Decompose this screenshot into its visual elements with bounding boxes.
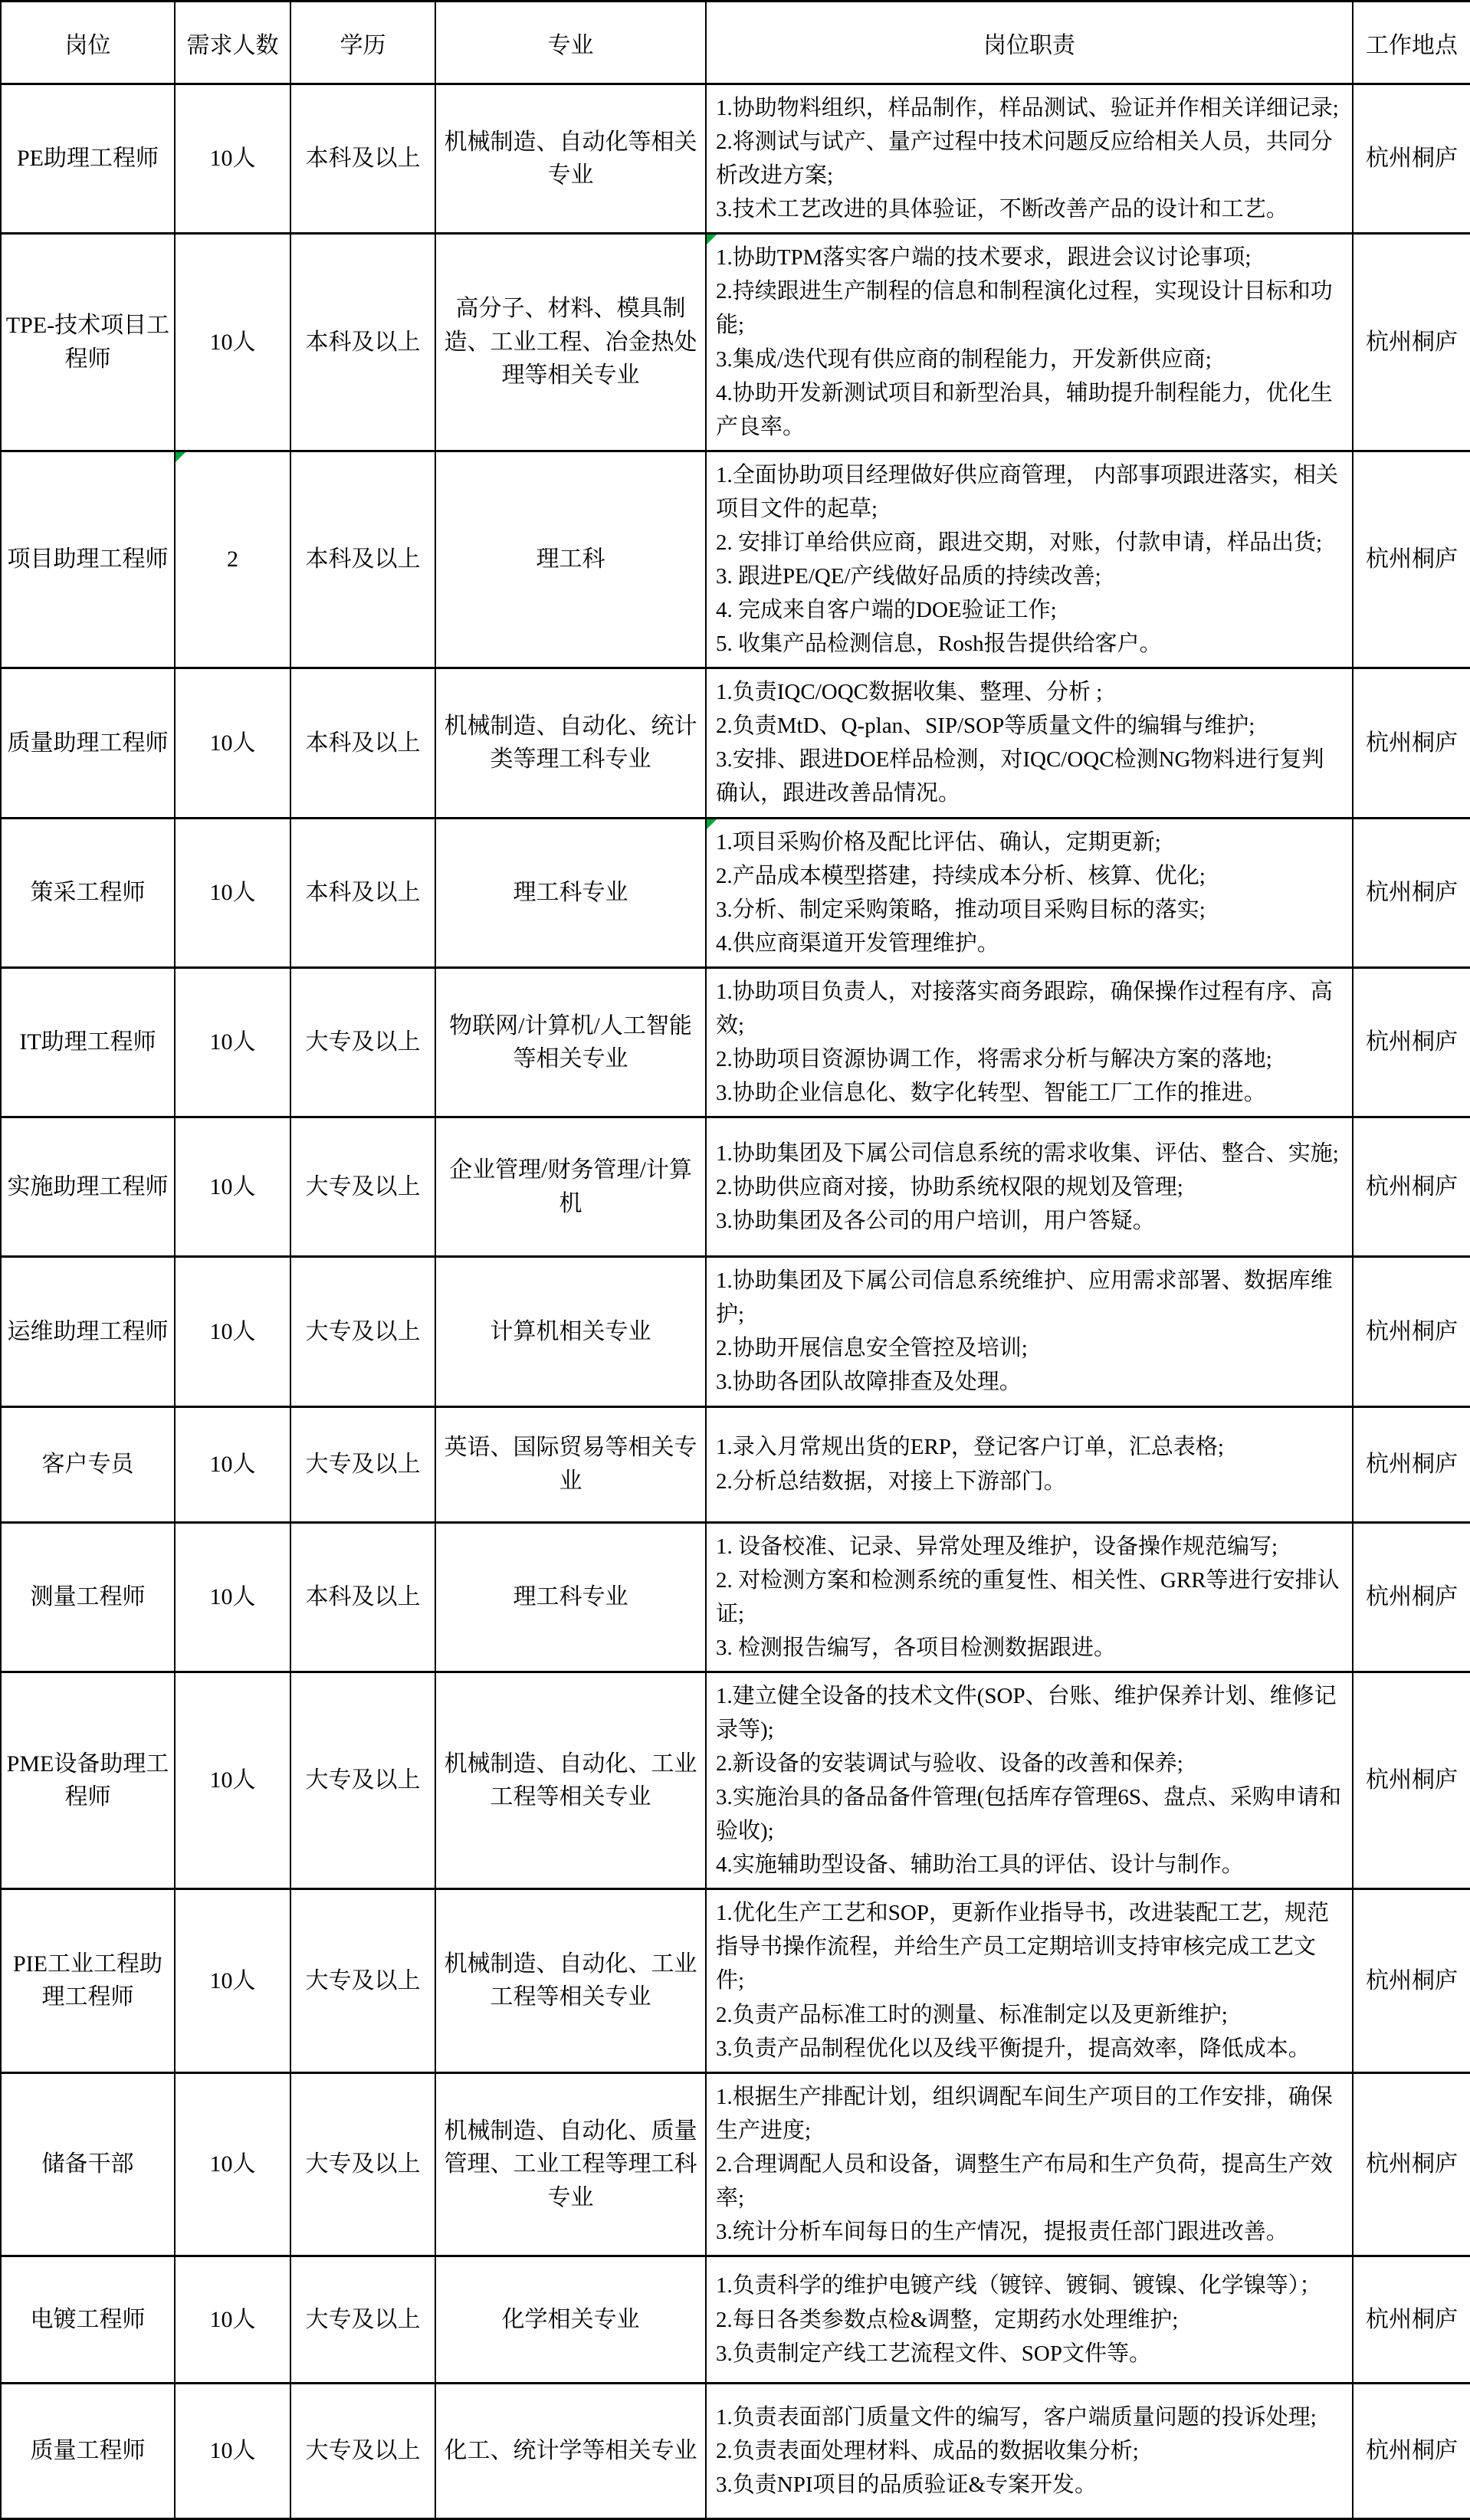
cell-location: 杭州桐庐 bbox=[1353, 1672, 1470, 1888]
cell-location: 杭州桐庐 bbox=[1353, 2256, 1470, 2384]
cell-duties bbox=[706, 1406, 1353, 1522]
job-row bbox=[1, 234, 1470, 451]
cell-position: 质量工程师 bbox=[1, 2384, 175, 2519]
duty-line: 1.项目采购价格及配比评估、确认，定期更新; bbox=[716, 829, 1161, 855]
cell-education: 本科及以上 bbox=[290, 451, 435, 668]
duty-line: 2.合理调配人员和设备，调整生产布局和生产负荷，提高生产效率; bbox=[716, 2151, 1333, 2210]
cell-major: 理工科专业 bbox=[435, 1522, 706, 1672]
duty-line: 3.统计分析车间每日的生产情况，提报责任部门跟进改善。 bbox=[716, 2219, 1288, 2244]
column-header-location: 工作地点 bbox=[1353, 2, 1470, 84]
cell-major: 机械制造、自动化、工业工程等相关专业 bbox=[435, 1889, 706, 2072]
cell-duties bbox=[706, 1672, 1353, 1888]
duty-line: 2.将测试与试产、量产过程中技术问题反应给相关人员，共同分析改进方案; bbox=[716, 130, 1333, 189]
cell-count: 10人 bbox=[175, 1257, 290, 1406]
cell-education: 本科及以上 bbox=[290, 234, 435, 451]
cell-location: 杭州桐庐 bbox=[1353, 2384, 1470, 2519]
cell-education: 大专及以上 bbox=[290, 2256, 435, 2384]
job-row bbox=[1, 451, 1470, 668]
cell-education: 本科及以上 bbox=[290, 818, 435, 967]
cell-count: 2 bbox=[175, 451, 290, 668]
cell-position: TPE-技术项目工程师 bbox=[1, 234, 175, 451]
duty-line: 5. 收集产品检测信息，Rosh报告提供给客户。 bbox=[716, 632, 1162, 657]
duty-line: 2.协助供应商对接，协助系统权限的规划及管理; bbox=[716, 1174, 1183, 1199]
column-header-duties: 岗位职责 bbox=[706, 2, 1353, 84]
duty-line: 3.集成/迭代现有供应商的制程能力，开发新供应商; bbox=[716, 346, 1212, 372]
cell-position: 运维助理工程师 bbox=[1, 1257, 175, 1406]
cell-education: 本科及以上 bbox=[290, 668, 435, 818]
cell-position: 客户专员 bbox=[1, 1406, 175, 1522]
duty-line: 3.协助企业信息化、数字化转型、智能工厂工作的推进。 bbox=[716, 1081, 1266, 1106]
job-row bbox=[1, 2072, 1470, 2256]
cell-major: 机械制造、自动化、统计类等理工科专业 bbox=[435, 668, 706, 818]
duty-line: 4.供应商渠道开发管理维护。 bbox=[716, 930, 999, 956]
cell-location: 杭州桐庐 bbox=[1353, 818, 1470, 967]
cell-duties bbox=[706, 1522, 1353, 1672]
cell-position: 储备干部 bbox=[1, 2072, 175, 2256]
duty-line: 4. 完成来自客户端的DOE验证工作; bbox=[716, 598, 1057, 623]
cell-position: PE助理工程师 bbox=[1, 84, 175, 234]
duty-line: 3.负责NPI项目的品质验证&专案开发。 bbox=[716, 2472, 1098, 2498]
duty-line: 3.分析、制定采购策略，推动项目采购目标的落实; bbox=[716, 897, 1206, 922]
cell-education: 大专及以上 bbox=[290, 2384, 435, 2519]
cell-location: 杭州桐庐 bbox=[1353, 1406, 1470, 1522]
column-header-education: 学历 bbox=[290, 2, 435, 84]
cell-count: 10人 bbox=[175, 967, 290, 1117]
cell-duties bbox=[706, 451, 1353, 668]
cell-duties bbox=[706, 2256, 1353, 2384]
duty-line: 2.持续跟进生产制程的信息和制程演化过程，实现设计目标和功能; bbox=[716, 279, 1333, 338]
cell-duties bbox=[706, 818, 1353, 967]
cell-duties bbox=[706, 1257, 1353, 1406]
cell-count: 10人 bbox=[175, 2072, 290, 2256]
job-row bbox=[1, 1117, 1470, 1257]
cell-count: 10人 bbox=[175, 1672, 290, 1888]
duty-line: 2.协助项目资源协调工作，将需求分析与解决方案的落地; bbox=[716, 1047, 1272, 1072]
duty-line: 1.协助TPM落实客户端的技术要求，跟进会议讨论事项; bbox=[716, 245, 1252, 271]
duty-line: 2.新设备的安装调试与验收、设备的改善和保养; bbox=[716, 1751, 1183, 1776]
job-row bbox=[1, 1522, 1470, 1672]
cell-count: 10人 bbox=[175, 84, 290, 234]
cell-major: 机械制造、自动化等相关专业 bbox=[435, 84, 706, 234]
cell-duties bbox=[706, 1889, 1353, 2072]
cell-major: 高分子、材料、模具制造、工业工程、冶金热处理等相关专业 bbox=[435, 234, 706, 451]
cell-count: 10人 bbox=[175, 668, 290, 818]
cell-position: PME设备助理工程师 bbox=[1, 1672, 175, 1888]
cell-major: 机械制造、自动化、工业工程等相关专业 bbox=[435, 1672, 706, 1888]
job-row bbox=[1, 668, 1470, 818]
cell-location: 杭州桐庐 bbox=[1353, 234, 1470, 451]
duty-line: 1. 设备校准、记录、异常处理及维护，设备操作规范编写; bbox=[716, 1534, 1278, 1559]
job-row bbox=[1, 1889, 1470, 2072]
cell-education: 大专及以上 bbox=[290, 1672, 435, 1888]
cell-position: 电镀工程师 bbox=[1, 2256, 175, 2384]
header-row bbox=[1, 2, 1470, 84]
duty-line: 1.协助集团及下属公司信息系统的需求收集、评估、整合、实施; bbox=[716, 1140, 1339, 1166]
cell-major: 机械制造、自动化、质量管理、工业工程等理工科专业 bbox=[435, 2072, 706, 2256]
cell-count: 10人 bbox=[175, 818, 290, 967]
job-row bbox=[1, 2384, 1470, 2519]
cell-location: 杭州桐庐 bbox=[1353, 1522, 1470, 1672]
duty-line: 2.负责表面处理材料、成品的数据收集分析; bbox=[716, 2439, 1139, 2464]
cell-major: 理工科 bbox=[435, 451, 706, 668]
job-row bbox=[1, 1672, 1470, 1888]
cell-major: 化工、统计学等相关专业 bbox=[435, 2384, 706, 2519]
duty-line: 1.根据生产排配计划，组织调配车间生产项目的工作安排，确保生产进度; bbox=[716, 2084, 1333, 2143]
cell-duties bbox=[706, 1117, 1353, 1257]
cell-major: 物联网/计算机/人工智能等相关专业 bbox=[435, 967, 706, 1117]
duty-line: 2.产品成本模型搭建，持续成本分析、核算、优化; bbox=[716, 863, 1206, 888]
cell-position: PIE工业工程助理工程师 bbox=[1, 1889, 175, 2072]
cell-position: 质量助理工程师 bbox=[1, 668, 175, 818]
duty-line: 1.建立健全设备的技术文件(SOP、台账、维护保养计划、维修记录等); bbox=[716, 1683, 1337, 1742]
duty-line: 1.负责表面部门质量文件的编写，客户端质量问题的投诉处理; bbox=[716, 2404, 1317, 2430]
column-header-position: 岗位 bbox=[1, 2, 175, 84]
cell-duties bbox=[706, 668, 1353, 818]
cell-location: 杭州桐庐 bbox=[1353, 1257, 1470, 1406]
cell-location: 杭州桐庐 bbox=[1353, 1889, 1470, 2072]
cell-education: 本科及以上 bbox=[290, 84, 435, 234]
cell-duties bbox=[706, 2384, 1353, 2519]
cell-position: 测量工程师 bbox=[1, 1522, 175, 1672]
duty-line: 4.协助开发新测试项目和新型治具，辅助提升制程能力，优化生产良率。 bbox=[716, 380, 1333, 439]
cell-major: 英语、国际贸易等相关专业 bbox=[435, 1406, 706, 1522]
duty-line: 1.录入月常规出货的ERP，登记客户订单，汇总表格; bbox=[716, 1435, 1224, 1460]
job-row bbox=[1, 1257, 1470, 1406]
cell-education: 大专及以上 bbox=[290, 1117, 435, 1257]
cell-position: 策采工程师 bbox=[1, 818, 175, 967]
duty-line: 1.全面协助项目经理做好供应商管理， 内部事项跟进落实，相关项目文件的起草; bbox=[716, 462, 1339, 521]
cell-education: 大专及以上 bbox=[290, 967, 435, 1117]
table-header bbox=[1, 2, 1470, 84]
cell-location: 杭州桐庐 bbox=[1353, 967, 1470, 1117]
duty-line: 3.负责产品制程优化以及线平衡提升，提高效率，降低成本。 bbox=[716, 2036, 1311, 2061]
cell-education: 大专及以上 bbox=[290, 1889, 435, 2072]
cell-major: 企业管理/财务管理/计算机 bbox=[435, 1117, 706, 1257]
cell-education: 大专及以上 bbox=[290, 1257, 435, 1406]
cell-location: 杭州桐庐 bbox=[1353, 2072, 1470, 2256]
cell-count: 10人 bbox=[175, 1406, 290, 1522]
duty-line: 3.负责制定产线工艺流程文件、SOP文件等。 bbox=[716, 2341, 1151, 2366]
cell-education: 本科及以上 bbox=[290, 1522, 435, 1672]
duty-line: 2.每日各类参数点检&调整，定期药水处理维护; bbox=[716, 2307, 1179, 2332]
duty-line: 1.优化生产工艺和SOP，更新作业指导书，改进装配工艺，规范指导书操作流程，并给生产员工定期培训支持审核完成工艺文件; bbox=[716, 1901, 1329, 1993]
cell-major: 计算机相关专业 bbox=[435, 1257, 706, 1406]
cell-duties bbox=[706, 84, 1353, 234]
duty-line: 1.协助项目负责人，对接落实商务跟踪，确保操作过程有序、高效; bbox=[716, 979, 1333, 1038]
job-row bbox=[1, 2256, 1470, 2384]
column-header-count: 需求人数 bbox=[175, 2, 290, 84]
cell-education: 大专及以上 bbox=[290, 2072, 435, 2256]
cell-location: 杭州桐庐 bbox=[1353, 451, 1470, 668]
duty-line: 2.协助开展信息安全管控及培训; bbox=[716, 1336, 1028, 1361]
duty-line: 2.负责MtD、Q-plan、SIP/SOP等质量文件的编辑与维护; bbox=[716, 714, 1255, 739]
duty-line: 3.协助集团及各公司的用户培训，用户答疑。 bbox=[716, 1208, 1155, 1233]
duty-line: 3.协助各团队故障排查及处理。 bbox=[716, 1370, 1022, 1395]
job-row bbox=[1, 1406, 1470, 1522]
cell-count: 10人 bbox=[175, 2256, 290, 2384]
cell-count: 10人 bbox=[175, 1522, 290, 1672]
cell-location: 杭州桐庐 bbox=[1353, 1117, 1470, 1257]
cell-position: 实施助理工程师 bbox=[1, 1117, 175, 1257]
table-body bbox=[1, 84, 1470, 2519]
cell-education: 大专及以上 bbox=[290, 1406, 435, 1522]
cell-location: 杭州桐庐 bbox=[1353, 84, 1470, 234]
cell-count: 10人 bbox=[175, 234, 290, 451]
duty-line: 3.安排、跟进DOE样品检测，对IQC/OQC检测NG物料进行复判确认，跟进改善品情况。 bbox=[716, 747, 1324, 806]
duty-line: 3.实施治具的备品备件管理(包括库存管理6S、盘点、采购申请和验收); bbox=[716, 1785, 1342, 1844]
duty-line: 3.技术工艺改进的具体验证，不断改善产品的设计和工艺。 bbox=[716, 197, 1288, 222]
duty-line: 1.负责科学的维护电镀产线（镀锌、镀铜、镀镍、化学镍等）； bbox=[716, 2273, 1322, 2299]
column-header-major: 专业 bbox=[435, 2, 706, 84]
duty-line: 3. 跟进PE/QE/产线做好品质的持续改善; bbox=[716, 564, 1101, 589]
duty-line: 1.协助集团及下属公司信息系统维护、应用需求部署、数据库维护; bbox=[716, 1268, 1333, 1327]
cell-location: 杭州桐庐 bbox=[1353, 668, 1470, 818]
cell-count: 10人 bbox=[175, 2384, 290, 2519]
duty-line: 2.分析总结数据，对接上下游部门。 bbox=[716, 1468, 1066, 1494]
cell-position: 项目助理工程师 bbox=[1, 451, 175, 668]
cell-count: 10人 bbox=[175, 1889, 290, 2072]
cell-duties bbox=[706, 2072, 1353, 2256]
duty-line: 2.负责产品标准工时的测量、标准制定以及更新维护; bbox=[716, 2002, 1228, 2027]
job-row bbox=[1, 818, 1470, 967]
cell-major: 化学相关专业 bbox=[435, 2256, 706, 2384]
cell-position: IT助理工程师 bbox=[1, 967, 175, 1117]
duty-line: 4.实施辅助型设备、辅助治工具的评估、设计与制作。 bbox=[716, 1852, 1244, 1878]
job-row bbox=[1, 84, 1470, 234]
duty-line: 3. 检测报告编写，各项目检测数据跟进。 bbox=[716, 1635, 1117, 1660]
cell-major: 理工科专业 bbox=[435, 818, 706, 967]
cell-count: 10人 bbox=[175, 1117, 290, 1257]
cell-duties bbox=[706, 967, 1353, 1117]
cell-duties bbox=[706, 234, 1353, 451]
duty-line: 2. 对检测方案和检测系统的重复性、相关性、GRR等进行安排认证; bbox=[716, 1567, 1340, 1626]
duty-line: 1.协助物料组织，样品制作，样品测试、验证并作相关详细记录; bbox=[716, 96, 1339, 120]
duty-line: 2. 安排订单给供应商，跟进交期，对账，付款申请，样品出货; bbox=[716, 530, 1323, 555]
duty-line: 1.负责IQC/OQC数据收集、整理、分析 ; bbox=[716, 680, 1103, 705]
job-row bbox=[1, 967, 1470, 1117]
